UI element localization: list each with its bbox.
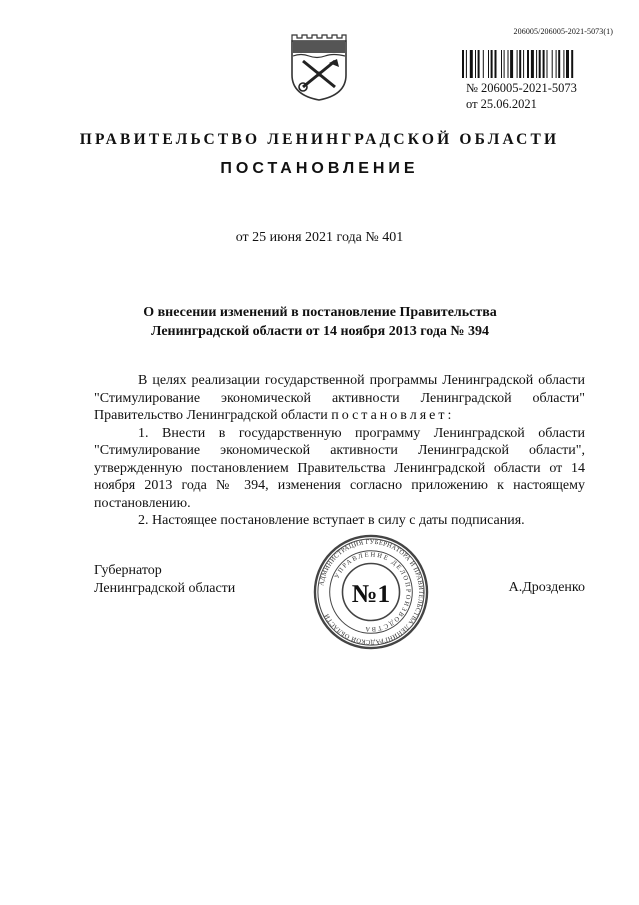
barcode [462, 50, 608, 78]
paragraph-2: 1. Внести в государственную программу Ленинградской области "Стимулирование экономической активности Ленинградской области", утвержденную постановлением Правительства Ленинградской области от 14 ноября 2013 года № 394, изменения согласно приложению к настоящему постановлению. [94, 425, 585, 511]
coat-of-arms-icon [289, 33, 349, 101]
document-type: ПОСТАНОВЛЕНИЕ [220, 160, 419, 177]
date-line: от 25 июня 2021 года № 401 [235, 230, 404, 245]
subject-line-1: О внесении изменений в постановление Правительства [143, 305, 497, 320]
subject-line-2: Ленинградской области от 14 ноября 2013 года № 394 [151, 324, 489, 339]
stamp-inner-text: УПРАВЛЕНИЕ ДЕЛОПРОИЗВОДСТВА [333, 551, 412, 633]
resolution-verb: постановляет: [331, 408, 455, 423]
signer-title-line-2: Ленинградской области [94, 581, 236, 596]
government-name: ПРАВИТЕЛЬСТВО ЛЕНИНГРАДСКОЙ ОБЛАСТИ [79, 131, 560, 148]
signer-title [94, 562, 235, 598]
signer-name: А.Дрозденко [508, 580, 585, 595]
registration-info [466, 80, 577, 112]
paragraph-1-text: В целях реализации государственной программы Ленинградской области "Стимулирование экономической активности Ленинградской области" Правительство Ленинградской области [94, 373, 585, 423]
registration-number: № 206005-2021-5073 [466, 81, 577, 95]
official-stamp [312, 533, 430, 651]
document-subject [100, 303, 540, 341]
document-id: 206005/206005-2021-5073(1) [513, 27, 613, 36]
paragraph-3: 2. Настоящее постановление вступает в силу с даты подписания. [138, 513, 525, 528]
paragraph-1 [94, 372, 585, 425]
registration-date: от 25.06.2021 [466, 97, 537, 111]
stamp-number: №1 [351, 578, 391, 608]
signer-title-line-1: Губернатор [94, 563, 162, 578]
stamp-outer-text: АДМИНИСТРАЦИЯ ГУБЕРНАТОРА И ПРАВИТЕЛЬСТВА ЛЕНИНГРАДСКОЙ ОБЛАСТИ [318, 538, 425, 646]
document-body [94, 372, 585, 530]
